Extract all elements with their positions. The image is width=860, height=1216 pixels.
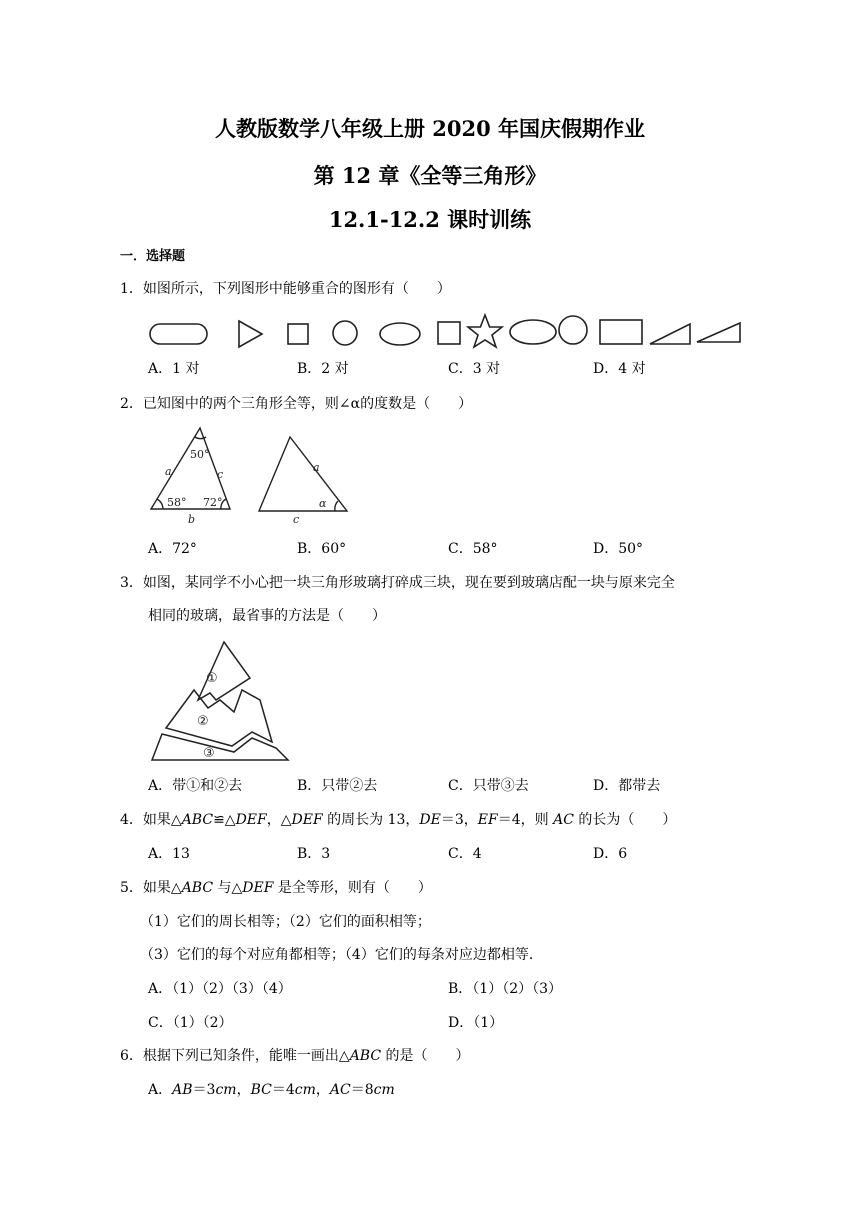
q5-option-c: C．（1）（2）: [148, 1015, 233, 1031]
triangle-def: [259, 437, 347, 511]
alpha-label: α: [319, 497, 327, 510]
rectangle-shape: [600, 320, 642, 344]
q3-option-d: D．都带去: [593, 778, 661, 794]
q2-option-a: A．72°: [148, 541, 197, 557]
q4-option-d: D．6: [593, 846, 628, 862]
side-a2-label: a: [313, 461, 320, 474]
q1-stem: 1．如图所示，下列图形中能够重合的图形有（ ）: [120, 281, 451, 297]
q2-option-c: C．58°: [448, 541, 498, 557]
q5-stem: 5．如果△ABC 与△DEF 是全等形，则有（ ）: [120, 880, 432, 896]
section-title: 12.1-12.2 课时训练: [328, 207, 532, 232]
q1-shapes-figure: [145, 312, 745, 352]
small-square-shape: [288, 324, 308, 344]
right-triangle-shape: [650, 324, 690, 344]
alpha-angle-arc: [335, 501, 338, 511]
circle-shape-2: [559, 316, 587, 344]
q5-option-a: A．（1）（2）（3）（4）: [148, 981, 292, 997]
q1-option-d: D．4 对: [593, 361, 646, 377]
left-angle-arc: [157, 499, 163, 509]
q5-statements-line2: （3）它们的每个对应角都相等；（4）它们的每条对应边都相等．: [140, 947, 543, 963]
q2-option-d: D．50°: [593, 541, 644, 557]
angle-72-label: 72°: [203, 496, 223, 509]
q3-option-c: C．只带③去: [448, 778, 529, 794]
ellipse-shape: [380, 323, 420, 345]
q4-stem: 4．如果△ABC≌△DEF，△DEF 的周长为 13，DE＝3，EF＝4，则 AC 的长为（ ）: [120, 812, 677, 828]
doc-title: 人教版数学八年级上册 2020 年国庆假期作业: [214, 116, 646, 141]
q1-option-a: A．1 对: [148, 361, 200, 377]
angle-50-label: 50°: [190, 448, 210, 461]
square-shape: [438, 322, 460, 344]
part-heading: 一．选择题: [120, 249, 186, 264]
glass-piece-3: [152, 734, 288, 760]
q3-option-a: A．带①和②去: [148, 778, 243, 794]
q3-stem-line2: 相同的玻璃，最省事的方法是（ ）: [148, 608, 386, 624]
q3-option-b: B．只带②去: [297, 778, 378, 794]
triangle-right-shape: [239, 321, 262, 347]
side-c-label: c: [217, 468, 224, 481]
side-c2-label: c: [293, 513, 300, 525]
q5-statements-line1: （1）它们的周长相等；（2）它们的面积相等；: [140, 914, 431, 930]
q4-option-a: A．13: [148, 846, 190, 862]
q3-stem-line1: 3．如图，某同学不小心把一块三角形玻璃打碎成三块，现在要到玻璃店配一块与原来完全: [120, 575, 675, 591]
q2-triangles-figure: [145, 425, 365, 525]
piece-2-label: ②: [197, 714, 209, 729]
wide-ellipse-shape: [510, 320, 556, 344]
piece-3-label: ③: [203, 746, 215, 761]
q4-option-b: B．3: [297, 846, 331, 862]
piece-1-label: ①: [206, 671, 218, 686]
q5-option-b: B．（1）（2）（3）: [448, 981, 563, 997]
q3-broken-glass-figure: [148, 638, 298, 766]
q4-option-c: C．4: [448, 846, 482, 862]
circle-shape: [333, 321, 357, 345]
angle-58-label: 58°: [167, 496, 187, 509]
q6-stem: 6．根据下列已知条件，能唯一画出△ABC 的是（ ）: [120, 1048, 470, 1064]
q5-option-d: D．（1）: [448, 1015, 504, 1031]
side-b-label: b: [188, 513, 196, 525]
chapter-title: 第 12 章《全等三角形》: [313, 163, 547, 188]
q2-option-b: B．60°: [297, 541, 347, 557]
q6-option-a: A．AB＝3cm，BC＝4cm，AC＝8cm: [148, 1082, 395, 1098]
q1-option-b: B．2 对: [297, 361, 349, 377]
right-triangle-shape-2: [697, 323, 740, 342]
star-shape: [468, 315, 502, 347]
q1-option-c: C．3 对: [448, 361, 501, 377]
q2-stem: 2．已知图中的两个三角形全等，则∠α的度数是（ ）: [120, 396, 473, 412]
rounded-rect-shape: [150, 324, 207, 344]
top-angle-arc: [195, 437, 206, 439]
side-a-label: a: [165, 465, 172, 478]
